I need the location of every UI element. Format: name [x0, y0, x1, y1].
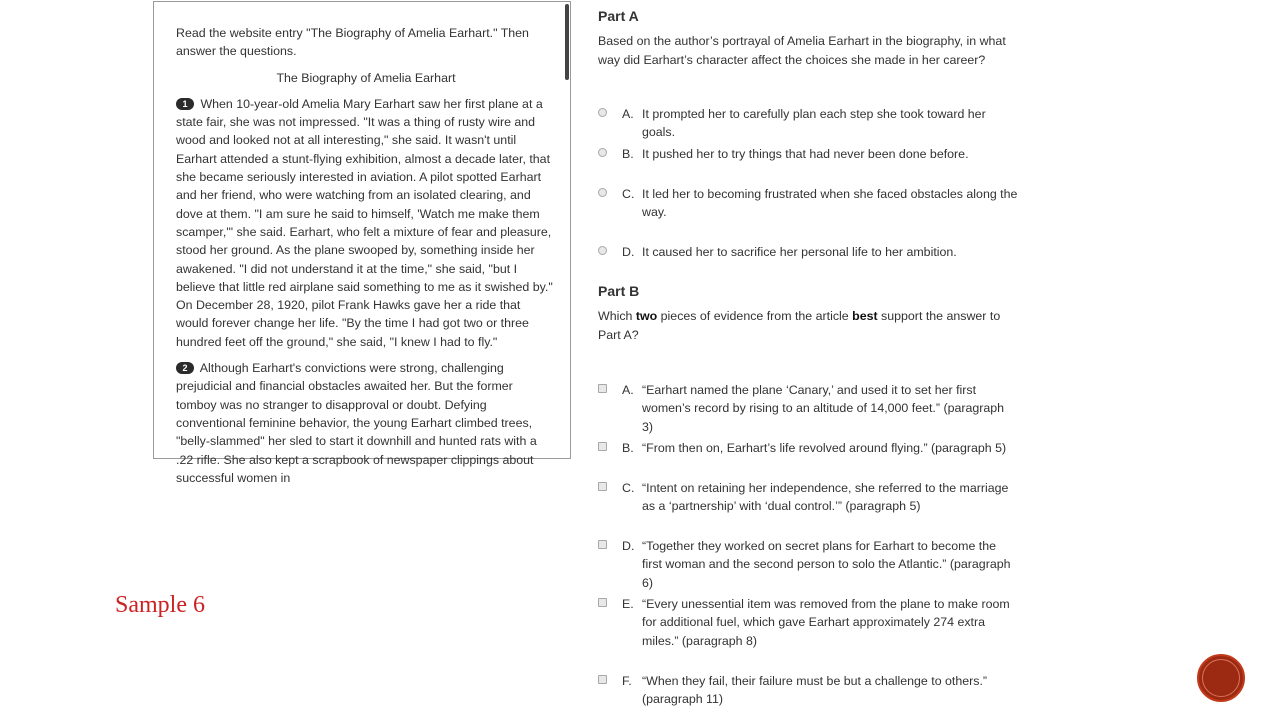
- option-letter: C.: [622, 481, 635, 495]
- radio-button[interactable]: [598, 188, 607, 197]
- option-letter: A.: [622, 107, 634, 121]
- paragraph-number-badge: 1: [176, 98, 194, 110]
- checkbox[interactable]: [598, 384, 607, 393]
- part-a-prompt: Based on the author’s portrayal of Amelia Earhart in the biography, in what way did Earhart’s character affect the choices she made in her career?: [598, 34, 1006, 67]
- prompt-emphasis: two: [635, 309, 658, 323]
- option-letter: F.: [622, 674, 632, 688]
- option-text: “Together they worked on secret plans for Earhart to become the first woman and the second person to solo the Atlantic.” (paragraph 6): [642, 539, 1011, 590]
- paragraph-text: When 10-year-old Amelia Mary Earhart saw her first plane at a state fair, she was not impressed. "It was a thing of rusty wire and wood and looked not at all interesting," she said. It wasn't until Earhart attended a stunt-flying exhibition, almost a decade later, that she became seriously interested in aviation. A pilot spotted Earhart and her friend, who were watching from an isolated clearing, and dove at them. "I am sure he said to himself, 'Watch me make them scamper,'" she said. Earhart, who felt a mixture of fear and pleasure, stood her ground. As the plane swooped by, something inside her awakened. "I did not understand it at the time," she said, "but I believe that little red airplane said something to me as it swished by." On December 28, 1920, pilot Frank Hawks gave her a ride that would forever change her life. "By the time I had got two or three hundred feet off the ground," she said, "I knew I had to fly.": [176, 96, 553, 349]
- checkbox[interactable]: [598, 540, 607, 549]
- sample-label: Sample 6: [115, 592, 205, 618]
- reading-passage-panel[interactable]: [153, 1, 571, 485]
- option-letter: D.: [622, 539, 635, 553]
- radio-button[interactable]: [598, 148, 607, 157]
- radio-button[interactable]: [598, 246, 607, 255]
- option-letter: B.: [622, 147, 634, 161]
- prompt-text: Which: [598, 309, 636, 323]
- option-text: “Earhart named the plane ‘Canary,’ and used it to set her first women’s record by rising to an altitude of 14,000 feet.” (paragraph 3): [642, 383, 1005, 434]
- part-b-label: Part B: [598, 283, 640, 299]
- passage-paragraph: [176, 359, 556, 487]
- checkbox[interactable]: [598, 675, 607, 684]
- passage-instructions: Read the website entry "The Biography of Amelia Earhart." Then answer the questions.: [176, 26, 529, 59]
- prompt-text: pieces of evidence from the article: [657, 309, 853, 323]
- checkbox[interactable]: [598, 482, 607, 491]
- prompt-text: support the answer to Part A?: [598, 309, 1001, 342]
- checkbox[interactable]: [598, 442, 607, 451]
- part-a-label: Part A: [598, 8, 639, 24]
- option-text: “Intent on retaining her independence, she referred to the marriage as a ‘partnership’ with ‘dual control.’” (paragraph 5): [642, 481, 1009, 514]
- paragraph-number-badge: 2: [176, 362, 194, 374]
- option-letter: A.: [622, 383, 634, 397]
- passage-content: [176, 24, 556, 495]
- option-text: “When they fail, their failure must be but a challenge to others.” (paragraph 11): [642, 674, 988, 707]
- option-text: It caused her to sacrifice her personal life to her ambition.: [642, 245, 957, 259]
- passage-paragraph: [176, 95, 556, 351]
- option-letter: C.: [622, 187, 635, 201]
- part-b-prompt: [598, 307, 1018, 344]
- option-text: “Every unessential item was removed from the plane to make room for additional fuel, which gave Earhart approximately 274 extra miles.” (paragraph 8): [642, 597, 1010, 648]
- option-letter: B.: [622, 441, 634, 455]
- option-text: It led her to becoming frustrated when she faced obstacles along the way.: [642, 187, 1018, 220]
- option-letter: E.: [622, 597, 634, 611]
- passage-scrollbar[interactable]: [565, 4, 569, 80]
- option-letter: D.: [622, 245, 635, 259]
- option-text: “From then on, Earhart’s life revolved around flying.” (paragraph 5): [642, 441, 1007, 455]
- slide-nav-button[interactable]: [1197, 654, 1245, 702]
- paragraph-text: Although Earhart's convictions were strong, challenging prejudicial and financial obstacles awaited her. But the former tomboy was no stranger to disapproval or doubt. Defying conventional feminine behavior, the young Earhart climbed trees, "belly-slammed" her sled to start it downhill and hunted rats with a .22 rifle. She also kept a scrapbook of newspaper clippings about successful women in: [176, 361, 537, 485]
- checkbox[interactable]: [598, 598, 607, 607]
- passage-title: The Biography of Amelia Earhart: [276, 70, 456, 85]
- radio-button[interactable]: [598, 108, 607, 117]
- prompt-emphasis: best: [852, 309, 878, 323]
- option-text: It prompted her to carefully plan each step she took toward her goals.: [642, 107, 986, 140]
- option-text: It pushed her to try things that had never been done before.: [642, 147, 969, 161]
